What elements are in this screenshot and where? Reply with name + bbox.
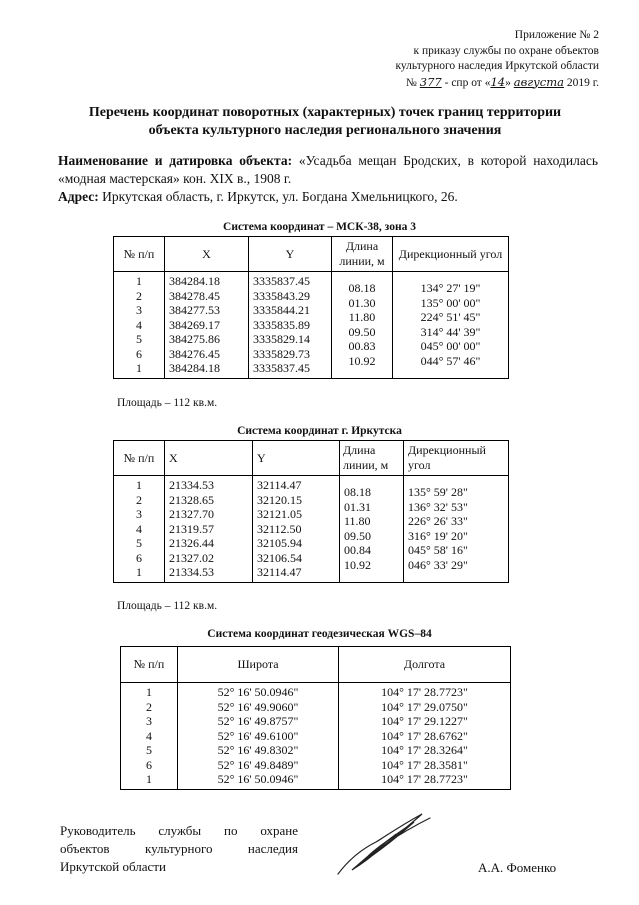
irk-header-x: X bbox=[165, 441, 253, 476]
msk-cell-length: 01.30 bbox=[348, 295, 376, 310]
irk-cell-angle: 136° 32' 53" bbox=[408, 499, 468, 514]
irk-cell-x: 21319.57 bbox=[169, 521, 214, 536]
appendix-line-2: к приказу службы по охране объектов bbox=[413, 44, 599, 57]
irk-header-angle: Дирекционный угол bbox=[404, 441, 509, 476]
irk-cell-y: 32105.94 bbox=[257, 536, 302, 550]
wgs-header-num: № п/п bbox=[121, 647, 178, 683]
wgs-table bbox=[120, 646, 511, 790]
signatory-name: А.А. Фоменко bbox=[478, 860, 557, 875]
msk-cell-num: 5 bbox=[136, 332, 142, 346]
wgs-cell-lon: 104° 17' 28.7723" bbox=[381, 772, 468, 786]
msk-col-num bbox=[114, 272, 165, 379]
msk-cell-x: 384284.18 bbox=[169, 274, 220, 288]
irk-cell-length: 10.92 bbox=[344, 557, 371, 572]
msk-cell-y: 3335837.45 bbox=[253, 361, 310, 375]
object-info bbox=[58, 152, 598, 206]
msk-cell-angle: 314° 44' 39" bbox=[420, 324, 481, 339]
irk-header-num: № п/п bbox=[114, 441, 165, 476]
irk-header-length: Длина линии, м bbox=[340, 441, 404, 476]
appendix-line-1: Приложение № 2 bbox=[514, 29, 599, 41]
irk-cell-y: 32121.05 bbox=[257, 507, 302, 521]
irk-col-length bbox=[340, 476, 404, 583]
appendix-line-3: культурного наследия Иркутской области bbox=[395, 60, 599, 72]
order-month: августа bbox=[513, 74, 564, 89]
irk-cell-x: 21328.65 bbox=[169, 492, 214, 507]
wgs-cell-lon: 104° 17' 28.7723" bbox=[381, 685, 468, 699]
irk-cell-length: 00.84 bbox=[344, 543, 371, 557]
wgs-cell-lat: 52° 16' 50.0946" bbox=[217, 685, 299, 699]
wgs-cell-lon: 104° 17' 29.0750" bbox=[381, 699, 468, 714]
msk-header-angle: Дирекционный угол bbox=[393, 237, 509, 272]
wgs-cell-num: 1 bbox=[146, 772, 152, 786]
irk-cell-y: 32106.54 bbox=[257, 550, 302, 565]
irk-cell-x: 21334.53 bbox=[169, 478, 214, 492]
irk-cell-angle: 135° 59' 28" bbox=[408, 485, 468, 499]
wgs-cell-lat: 52° 16' 49.8757" bbox=[217, 714, 299, 728]
msk-col-y bbox=[249, 272, 332, 379]
msk-cell-num: 1 bbox=[136, 361, 142, 375]
irk-cell-y: 32114.47 bbox=[257, 478, 302, 492]
irk-cell-num: 1 bbox=[136, 565, 142, 579]
msk-header-x: X bbox=[165, 237, 249, 272]
appendix-order-line: № 377 - спр от «14» августа 2019 г. bbox=[405, 74, 599, 89]
msk-cell-y: 3335829.14 bbox=[253, 332, 310, 346]
msk-cell-y: 3335843.29 bbox=[253, 288, 310, 303]
wgs-header-lon: Долгота bbox=[339, 647, 511, 683]
msk-title: Система координат – МСК-38, зона 3 bbox=[223, 221, 416, 233]
irk-cell-y: 32112.50 bbox=[257, 521, 302, 536]
msk-cell-num: 4 bbox=[136, 317, 142, 332]
msk-cell-angle: 044° 57' 46" bbox=[420, 353, 481, 368]
msk-cell-angle: 135° 00' 00" bbox=[420, 295, 481, 310]
irk-title: Система координат г. Иркутска bbox=[237, 425, 402, 437]
msk-cell-angle: 224° 51' 45" bbox=[420, 310, 481, 324]
irk-col-y bbox=[253, 476, 340, 583]
irk-cell-y: 32120.15 bbox=[257, 492, 302, 507]
wgs-header-lat: Широта bbox=[178, 647, 339, 683]
msk-cell-length: 10.92 bbox=[348, 353, 376, 368]
irk-cell-num: 4 bbox=[136, 521, 142, 536]
signatory-title: Руководитель службы по охране объектов культурного наследия Иркутской области bbox=[60, 823, 298, 874]
msk-cell-length: 08.18 bbox=[348, 281, 376, 295]
wgs-cell-num: 3 bbox=[146, 714, 152, 728]
irk-cell-num: 1 bbox=[136, 478, 142, 492]
wgs-cell-lat: 52° 16' 49.8489" bbox=[217, 757, 299, 772]
irk-header-y: Y bbox=[253, 441, 340, 476]
msk-cell-length: 11.80 bbox=[348, 310, 376, 324]
irk-cell-length: 09.50 bbox=[344, 528, 371, 543]
msk-cell-y: 3335835.89 bbox=[253, 317, 310, 332]
msk-cell-x: 384276.45 bbox=[169, 346, 220, 361]
irk-cell-num: 6 bbox=[136, 550, 142, 565]
irk-area: Площадь – 112 кв.м. bbox=[117, 600, 218, 612]
irk-cell-num: 2 bbox=[136, 492, 142, 507]
wgs-cell-num: 2 bbox=[146, 699, 152, 714]
irk-cell-angle: 316° 19' 20" bbox=[408, 528, 468, 543]
msk-cell-x: 384284.18 bbox=[169, 361, 220, 375]
irk-cell-angle: 045° 58' 16" bbox=[408, 543, 468, 557]
wgs-cell-lon: 104° 17' 28.6762" bbox=[381, 728, 468, 743]
irk-col-angle bbox=[404, 476, 509, 583]
wgs-cell-num: 4 bbox=[146, 728, 152, 743]
irk-cell-length: 11.80 bbox=[344, 514, 371, 528]
msk-col-length bbox=[332, 272, 393, 379]
document-title: Перечень координат поворотных (характерных) точек границ территории объекта культурного наследия регионального значения bbox=[88, 105, 562, 138]
irk-col-num bbox=[114, 476, 165, 583]
wgs-col-num bbox=[121, 683, 178, 790]
irk-cell-y: 32114.47 bbox=[257, 565, 302, 579]
irk-col-x bbox=[165, 476, 253, 583]
wgs-col-lon bbox=[339, 683, 511, 790]
wgs-cell-lon: 104° 17' 28.3581" bbox=[381, 757, 468, 772]
msk-cell-length: 09.50 bbox=[348, 324, 376, 339]
msk-cell-x: 384275.86 bbox=[169, 332, 220, 346]
irk-cell-angle: 226° 26' 33" bbox=[408, 514, 468, 528]
wgs-title: Система координат геодезическая WGS–84 bbox=[207, 628, 432, 640]
msk-cell-angle: 045° 00' 00" bbox=[420, 339, 481, 353]
msk-cell-y: 3335837.45 bbox=[253, 274, 310, 288]
msk-col-angle bbox=[393, 272, 509, 379]
irk-cell-length: 08.18 bbox=[344, 485, 371, 499]
msk-header-length: Длина линии, м bbox=[332, 237, 393, 272]
object-name: Наименование и датировка объекта: «Усадьба мещан Бродских, в которой находилась «модная мастерская» кон. XIX в., 1908 г. bbox=[58, 153, 598, 186]
irk-table bbox=[113, 440, 509, 583]
wgs-cell-lat: 52° 16' 49.8302" bbox=[217, 743, 299, 757]
order-day: 14 bbox=[490, 74, 506, 89]
msk-header-y: Y bbox=[249, 237, 332, 272]
wgs-cell-lat: 52° 16' 49.6100" bbox=[217, 728, 299, 743]
wgs-cell-num: 1 bbox=[146, 685, 152, 699]
wgs-cell-num: 5 bbox=[146, 743, 152, 757]
msk-cell-length: 00.83 bbox=[348, 339, 376, 353]
order-number: 377 bbox=[419, 74, 442, 89]
msk-cell-y: 3335829.73 bbox=[253, 346, 310, 361]
irk-cell-x: 21327.70 bbox=[169, 507, 214, 521]
irk-cell-num: 3 bbox=[136, 507, 142, 521]
msk-cell-angle: 134° 27' 19" bbox=[420, 281, 481, 295]
irk-cell-x: 21327.02 bbox=[169, 550, 214, 565]
msk-cell-x: 384269.17 bbox=[169, 317, 220, 332]
msk-cell-num: 2 bbox=[136, 288, 142, 303]
msk-table bbox=[113, 236, 509, 379]
handwritten-signature bbox=[330, 808, 440, 880]
msk-cell-y: 3335844.21 bbox=[253, 303, 310, 317]
msk-col-x bbox=[165, 272, 249, 379]
irk-cell-angle: 046° 33' 29" bbox=[408, 557, 468, 572]
msk-cell-x: 384278.45 bbox=[169, 288, 220, 303]
appendix-header bbox=[396, 28, 600, 91]
wgs-col-lat bbox=[178, 683, 339, 790]
wgs-cell-num: 6 bbox=[146, 757, 152, 772]
wgs-cell-lat: 52° 16' 49.9060" bbox=[217, 699, 299, 714]
msk-header-num: № п/п bbox=[114, 237, 165, 272]
msk-cell-x: 384277.53 bbox=[169, 303, 220, 317]
msk-cell-num: 6 bbox=[136, 346, 142, 361]
wgs-cell-lon: 104° 17' 29.1227" bbox=[381, 714, 468, 728]
irk-cell-num: 5 bbox=[136, 536, 142, 550]
msk-cell-num: 1 bbox=[136, 274, 142, 288]
irk-cell-x: 21326.44 bbox=[169, 536, 214, 550]
object-address: Адрес: Иркутская область, г. Иркутск, ул. Богдана Хмельницкого, 26. bbox=[58, 189, 458, 204]
msk-cell-num: 3 bbox=[136, 303, 142, 317]
irk-cell-length: 01.31 bbox=[344, 499, 371, 514]
wgs-cell-lon: 104° 17' 28.3264" bbox=[381, 743, 468, 757]
msk-area: Площадь – 112 кв.м. bbox=[117, 397, 218, 409]
irk-cell-x: 21334.53 bbox=[169, 565, 214, 579]
wgs-cell-lat: 52° 16' 50.0946" bbox=[217, 772, 299, 786]
